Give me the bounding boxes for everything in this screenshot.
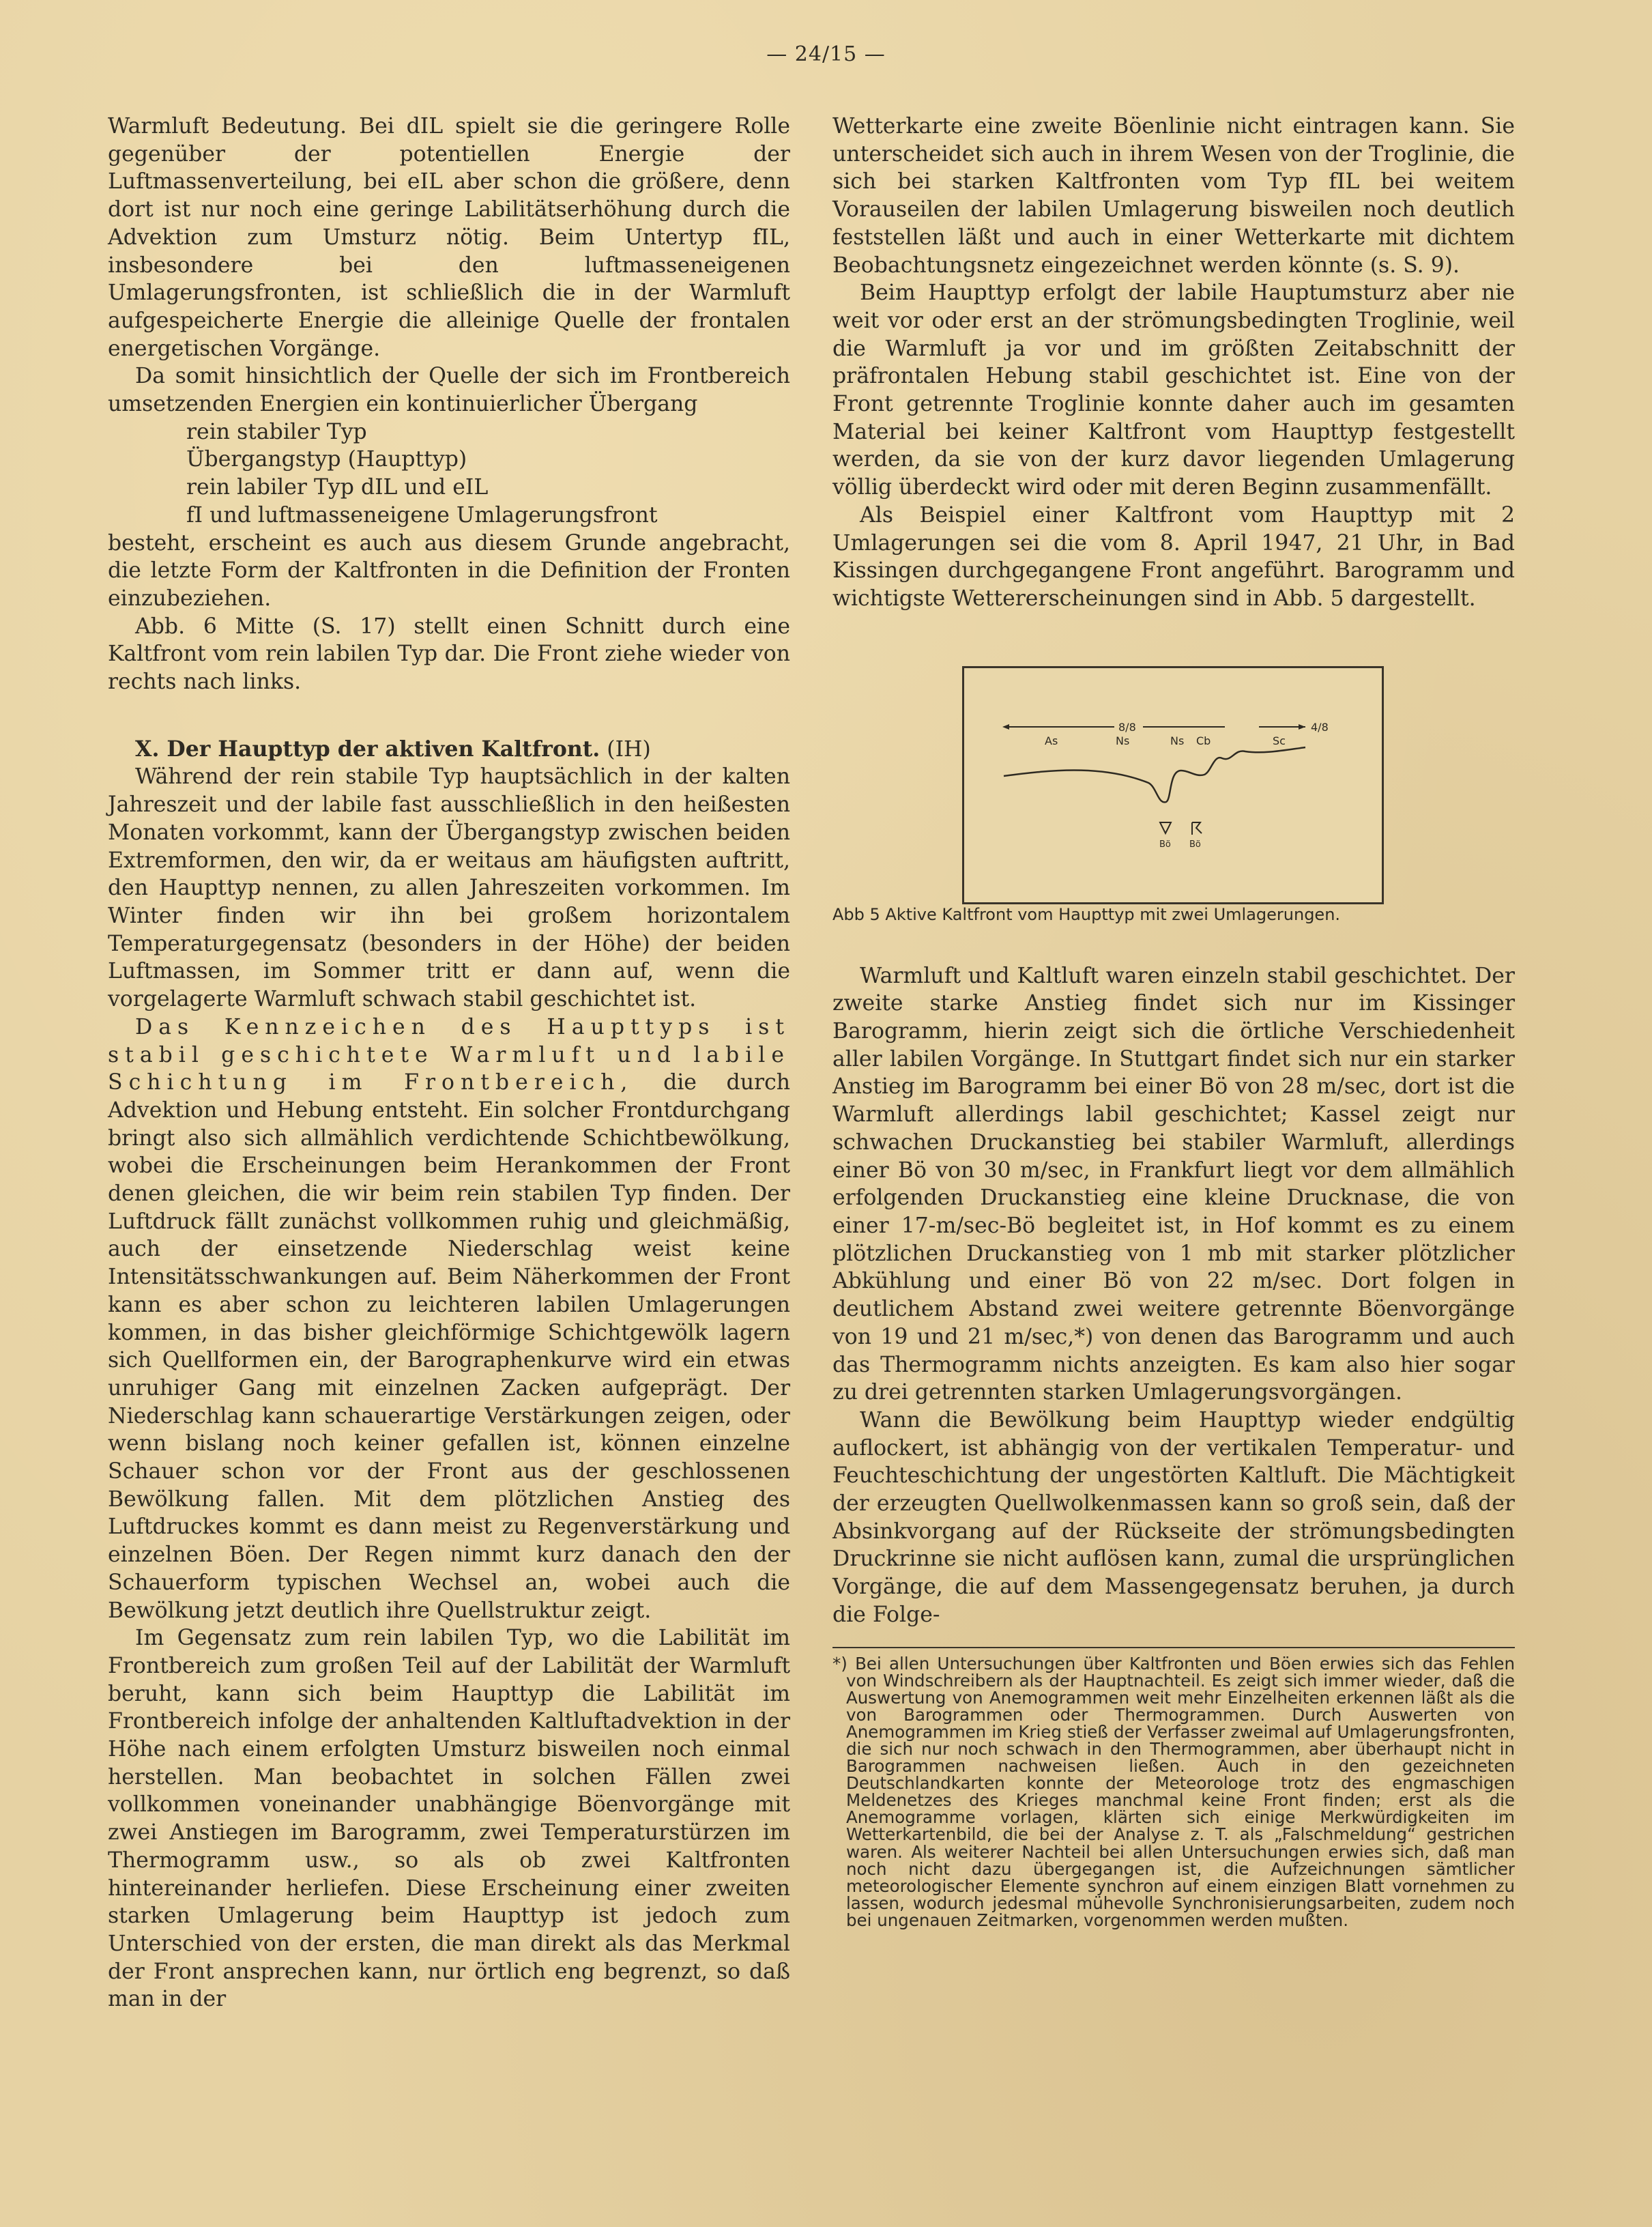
arrowhead-icon [1299, 724, 1305, 730]
paragraph: Abb. 6 Mitte (S. 17) stellt einen Schnitt durch eine Kaltfront vom rein labilen Typ dar. Die Front ziehe wieder von rechts nach links. [108, 614, 790, 695]
label-cover-8-8: 8/8 [1118, 720, 1136, 734]
type-list [108, 418, 790, 530]
label-ns-1: Ns [1116, 734, 1130, 747]
list-item: Übergangstyp (Haupttyp) [186, 447, 467, 472]
emphasized-text: Das Kennzeichen des Haupttyps ist stabil geschichtete Warmluft und labile Schichtung im Frontbereich, [108, 1014, 790, 1095]
paragraph-rest: die durch Advektion und Hebung entsteht. Ein solcher Frontdurchgang bringt also sich allmählich verdichtende Schichtbewölkung, wobei die Erscheinungen beim Herankommen der Front denen gleichen, die wir beim rein stabilen Typ finden. Der Luftdruck fällt zunächst vollkommen ruhig und gleichmäßig, auch der einsetzende Niederschlag weist keine Intensitätsschwankungen auf. Beim Näherkommen der Front kann es aber schon zu leichteren labilen Umlagerungen kommen, in das bisher gleichförmige Schichtgewölk lagern sich Quellformen ein, der Barographenkurve wird ein etwas unruhiger Gang mit einzelnen Zacken aufgeprägt. Der Niederschlag kann schauerartige Verstärkungen zeigen, oder wenn bislang noch keiner gefallen ist, können einzelne Schauer schon vor der Front aus der geschlossenen Bewölkung fallen. Mit dem plötzlichen Anstieg des Luftdruckes kommt es dann meist zu Regenverstärkung und einzelnen Böen. Der Regen nimmt kurz danach den der Schauerform typischen Wechsel an, wobei auch die Bewölkung jetzt deutlich ihre Quellstruktur zeigt. [108, 1070, 790, 1623]
list-item: rein stabiler Typ [186, 419, 367, 444]
left-column [108, 113, 790, 2013]
paragraph: Wann die Bewölkung beim Haupttyp wieder endgültig auflockert, ist abhängig von der vertikalen Temperatur- und Feuchteschichtung der ungestörten Kaltluft. Die Mächtigkeit der erzeugten Quellwolkenmassen kann so groß sein, daß der Absinkvorgang auf der Rückseite der strömungsbedingten Druckrinne sie nicht auflösen kann, zumal die ursprünglichen Vorgänge, die auf dem Massengegensatz beruhen, ja durch die Folge- [832, 1407, 1515, 1627]
label-ns-2: Ns [1170, 734, 1185, 747]
section-heading [108, 736, 790, 764]
paragraph: Während der rein stabile Typ hauptsächlich in der kalten Jahreszeit und der labile fast ausschließlich in den heißesten Monaten vorkommt, kann der Übergangstyp zwischen beiden Extremformen, den wir, da er weitaus am häufigsten auftritt, den Haupttyp nennen, zu allen Jahreszeiten vorkommen. Im Winter finden wir ihn bei großem horizontalem Temperaturgegensatz (besonders in der Höhe) der beiden Luftmassen, im Sommer tritt er dann auf, wenn die vorgelagerte Warmluft schwach stabil geschichtet ist. [108, 764, 790, 1012]
list-item: rein labiler Typ dIL und eIL [186, 475, 489, 500]
label-boe-2: Bö [1189, 839, 1201, 850]
paragraph: Wetterkarte eine zweite Böenlinie nicht eintragen kann. Sie unterscheidet sich auch in ihrem Wesen von der Troglinie, die sich bei starken Kaltfronten vom Typ fIL bei weitem Vorauseilen der labilen Umlagerung bisweilen noch deutlich feststellen läßt und auch in einer Wetterkarte mit dichtem Beobachtungsnetz eingezeichnet werden könnte (s. S. 9). [832, 114, 1515, 278]
paragraph: Warmluft und Kaltluft waren einzeln stabil geschichtet. Der zweite starke Anstieg findet sich nur im Kissinger Barogramm, hierin zeigt sich die örtliche Verschiedenheit aller labilen Vorgänge. In Stuttgart findet sich nur ein starker Anstieg im Barogramm bei einer Bö von 28 m/sec, dort ist die Warmluft allerdings labil geschichtet; Kassel zeigt nur schwachen Druckanstieg bei stabiler Warmluft, allerdings einer Bö von 30 m/sec, in Frankfurt liegt vor dem allmählich erfolgenden Druckanstieg eine kleine Drucknase, die von einer 17-m/sec-Bö begleitet ist, in Hof kommt es zu einem plötzlichen Druckanstieg von 1 mb mit starker plötzlicher Abkühlung und einer Bö von 22 m/sec. Dort folgen in deutlichem Abstand zwei weitere getrennte Böenvorgänge von 19 und 21 m/sec,*) von denen das Barogramm und auch das Thermogramm nichts anzeigten. Es kam also hier sogar zu drei getrennten starken Umlagerungsvorgängen. [832, 963, 1515, 1405]
paragraph: besteht, erscheint es auch aus diesem Grunde angebracht, die letzte Form der Kaltfronten in die Definition der Fronten einzubeziehen. [108, 530, 790, 611]
section-heading-title: X. Der Haupttyp der aktiven Kaltfront. [135, 736, 600, 762]
page-number: — 24/15 — [766, 42, 886, 66]
label-boe-1: Bö [1159, 839, 1171, 850]
paragraph: Beim Haupttyp erfolgt der labile Hauptumsturz aber nie weit vor oder erst an der strömungsbedingten Troglinie, weil die Warmluft ja vor und im größten Zeitabschnitt der präfrontalen Hebung stabil geschichtet ist. Eine von der Front getrennte Troglinie konnte daher auch im gesamten Material bei keiner Kaltfront vom Haupttyp festgestellt werden, da sie von der kurz davor liegenden Umlagerung völlig überdeckt wird oder mit deren Beginn zusammenfällt. [832, 281, 1515, 500]
label-as: As [1045, 734, 1058, 747]
arrowhead-icon [1002, 724, 1009, 730]
figure-barogram [962, 666, 1384, 904]
paragraph: Im Gegensatz zum rein labilen Typ, wo die Labilität im Frontbereich zum großen Teil auf der Labilität der Warmluft beruht, kann sich beim Haupttyp die Labilität im Frontbereich infolge der anhaltenden Kaltluftadvektion in der Höhe nach einem erfolgten Umsturz bisweilen noch einmal herstellen. Man beobachtet in solchen Fällen zwei vollkommen voneinander unabhängige Böenvorgänge mit zwei Anstiegen im Barogramm, zwei Temperaturstürzen im Thermogramm usw., so als ob zwei Kaltfronten hintereinander herliefen. Diese Erscheinung einer zweiten starken Umlagerung beim Haupttyp ist jedoch zum Unterschied von der ersten, die man direkt als das Merkmal der Front ansprechen kann, nur örtlich eng begrenzt, so daß man in der [108, 1626, 790, 2012]
paragraph: Warmluft Bedeutung. Bei dIL spielt sie die geringere Rolle gegenüber der potentiellen Energie der Luftmassenverteilung, bei eIL aber schon die größere, denn dort ist nur noch eine geringe Labilitätserhöhung durch die Advektion zum Umsturz nötig. Beim Untertyp fIL, insbesondere bei den luftmasseneigenen Umlagerungsfronten, ist schließlich die in der Warmluft aufgespeicherte Energie die alleinige Quelle der frontalen energetischen Vorgänge. [108, 114, 790, 361]
paragraph [108, 1014, 790, 1624]
barogram-drawing [964, 668, 1382, 902]
gust-symbol-icon [1160, 822, 1171, 833]
list-item: fI und luftmasseneigene Umlagerungsfront [186, 502, 658, 528]
section-heading-tag: (IH) [607, 736, 651, 762]
right-column [832, 113, 1515, 1929]
label-sc: Sc [1273, 734, 1286, 747]
barogram-curve [1004, 747, 1305, 802]
footnote: *) Bei allen Untersuchungen über Kaltfronten und Böen erwies sich das Fehlen von Windschreibern als der Hauptnachteil. Es zeigt sich immer wieder, daß die Auswertung von Anemogrammen weit mehr Einzelheiten erkennen läßt als die von Barogrammen oder Thermogrammen. Durch Auswerten von Anemogrammen im Krieg stieß der Verfasser zweimal auf Umlagerungsfronten, die sich nur noch schwach in den Thermogrammen, aber überhaupt nicht in Barogrammen nachweisen ließen. Auch in den gezeichneten Deutschlandkarten konnte der Meteorologe trotz des engmaschigen Meldenetzes des Krieges manchmal keine Front finden; erst als die Anemogramme vorlagen, klärten sich einige Merkwürdigkeiten im Wetterkartenbild, die bei der Analyse z. T. als „Falschmeldung“ gestrichen waren. Als weiterer Nachteil bei allen Untersuchungen erwies sich, daß man noch nicht dazu übergegangen ist, die Aufzeichnungen sämtlicher meteorologischer Elemente synchron auf einem einzigen Blatt vornehmen zu lassen, wodurch jedesmal mühevolle Synchronisierungsarbeiten, zudem noch bei ungenauen Zeitmarken, vorgenommen werden mußten. [832, 1647, 1515, 1929]
gust-symbol-icon [1192, 822, 1202, 835]
label-cb: Cb [1196, 734, 1211, 747]
paragraph: Da somit hinsichtlich der Quelle der sich im Frontbereich umsetzenden Energien ein kontinuierlicher Übergang [108, 364, 790, 417]
label-cover-4-8: 4/8 [1311, 720, 1329, 734]
paragraph: Als Beispiel einer Kaltfront vom Haupttyp mit 2 Umlagerungen sei die vom 8. April 1947, 21 Uhr, in Bad Kissingen durchgegangene Front angeführt. Barogramm und wichtigste Wettererscheinungen sind in Abb. 5 dargestellt. [832, 502, 1515, 611]
figure-caption: Abb 5 Aktive Kaltfront vom Haupttyp mit zwei Umlagerungen. [832, 904, 1341, 924]
